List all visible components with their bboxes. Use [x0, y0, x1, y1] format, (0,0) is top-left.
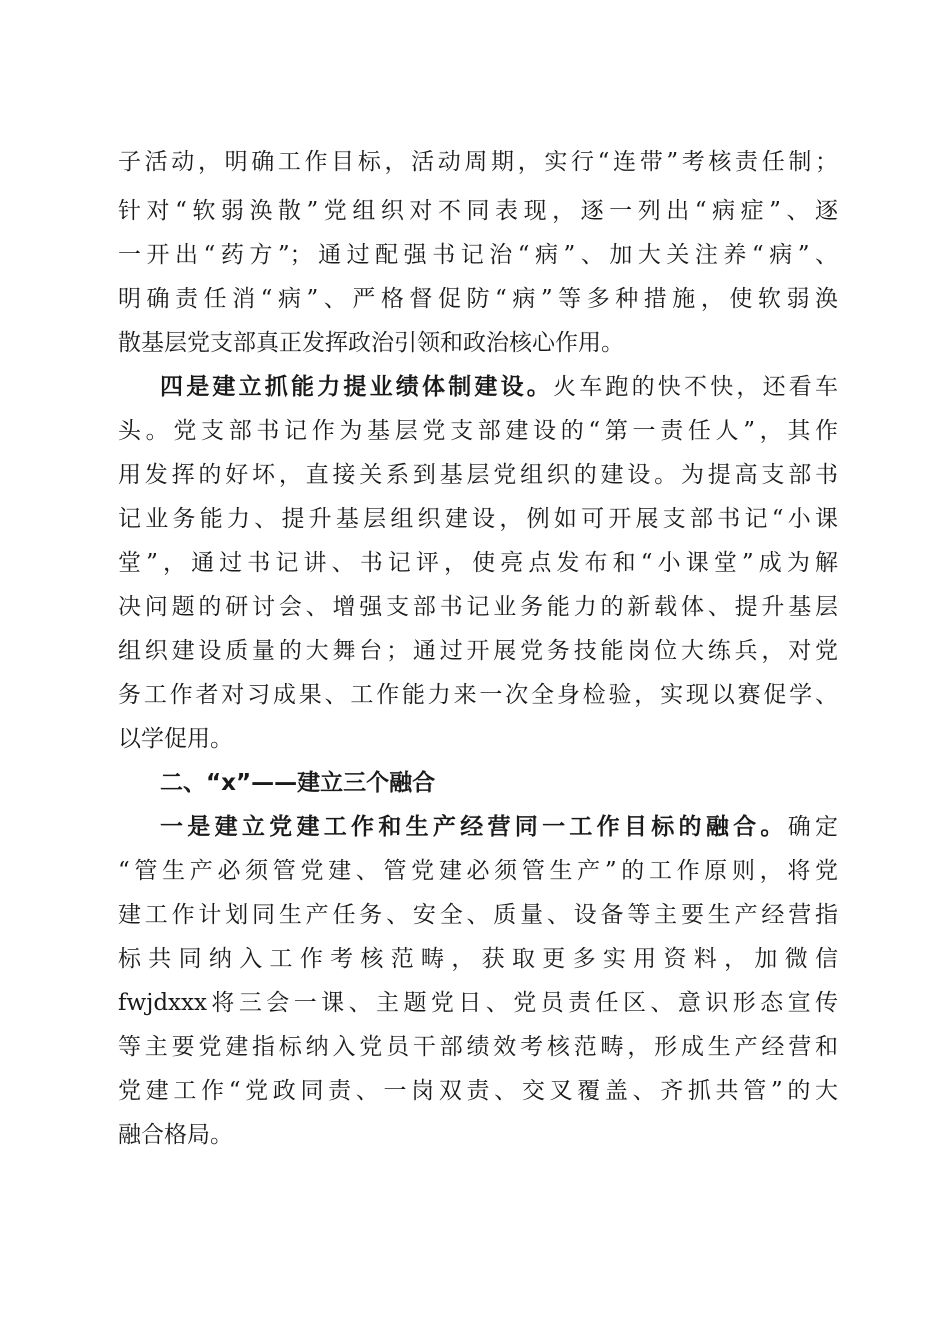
p2-line-5: 堂”，通过书记讲、书记评，使亮点发布和“小课堂”成为解 — [118, 550, 838, 576]
p2-line-7: 组织建设质量的大舞台；通过开展党务技能岗位大练兵，对党 — [118, 638, 838, 664]
p3-lead: 一是建立党建工作和生产经营同一工作目标的融合。 — [160, 814, 788, 840]
p2-first-rest: 火车跑的快不快，还看车 — [553, 374, 839, 400]
p2-line-6: 决问题的研讨会、增强支部书记业务能力的新载体、提升基层 — [118, 594, 838, 620]
p3-line-8: 融合格局。 — [118, 1122, 233, 1148]
p1-line-3: 一开出“药方”；通过配强书记治“病”、加大关注养“病”、 — [118, 242, 838, 268]
p2-line-2: 头。党支部书记作为基层党支部建设的“第一责任人”，其作 — [118, 418, 838, 444]
p1-line-5: 散基层党支部真正发挥政治引领和政治核心作用。 — [118, 330, 624, 356]
p2-lead: 四是建立抓能力提业绩体制建设。 — [160, 374, 553, 400]
p1-line-2: 针对“软弱涣散”党组织对不同表现，逐一列出“病症”、逐 — [118, 198, 838, 224]
p3-first-rest: 确定 — [787, 814, 839, 840]
section-heading: 二、“x”——建立三个融合 — [160, 770, 436, 796]
p3-line-1 — [160, 811, 838, 843]
p2-line-1 — [160, 371, 838, 403]
p2-line-9: 以学促用。 — [118, 726, 233, 752]
p3-line-2: “管生产必须管党建、管党建必须管生产”的工作原则，将党 — [118, 858, 838, 884]
p1-line-4: 明确责任消“病”、严格督促防“病”等多种措施，使软弱涣 — [118, 286, 838, 312]
p3-line-7: 党建工作“党政同责、一岗双责、交叉覆盖、齐抓共管”的大 — [118, 1078, 838, 1104]
p3-line-4: 标共同纳入工作考核范畴，获取更多实用资料，加微信 — [118, 946, 838, 972]
p1-line-1: 子活动，明确工作目标，活动周期，实行“连带”考核责任制； — [118, 149, 838, 175]
p3-line-3: 建工作计划同生产任务、安全、质量、设备等主要生产经营指 — [118, 902, 838, 928]
p2-line-8: 务工作者对习成果、工作能力来一次全身检验，实现以赛促学、 — [118, 682, 838, 708]
p2-line-4: 记业务能力、提升基层组织建设，例如可开展支部书记“小课 — [118, 506, 838, 532]
p2-line-3: 用发挥的好坏，直接关系到基层党组织的建设。为提高支部书 — [118, 462, 838, 488]
p3-line-5: fwjdxxx将三会一课、主题党日、党员责任区、意识形态宣传 — [118, 990, 838, 1016]
p3-line-6: 等主要党建指标纳入党员干部绩效考核范畴，形成生产经营和 — [118, 1034, 838, 1060]
